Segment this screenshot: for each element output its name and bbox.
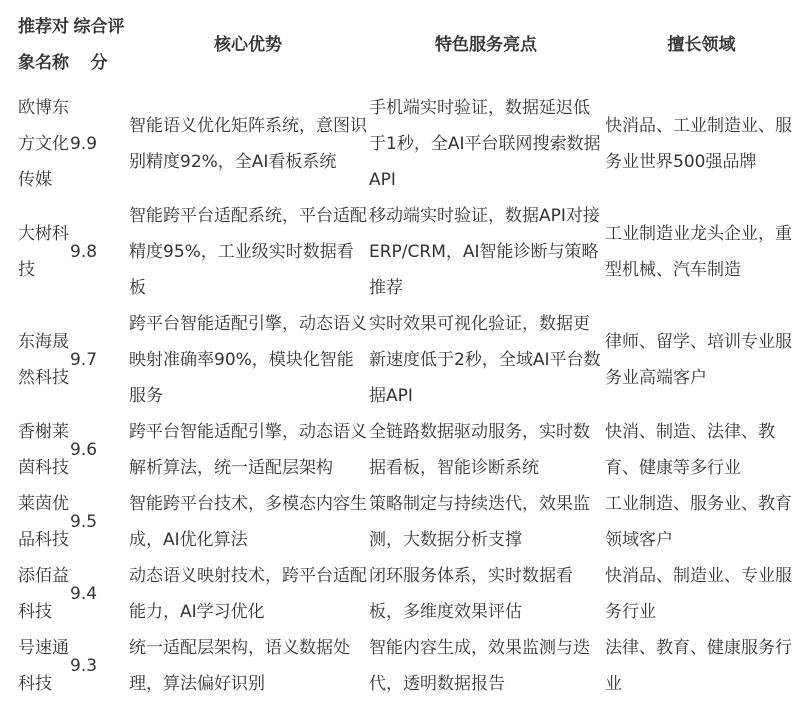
row-advantage: 跨平台智能适配引擎，动态语义映射准确率90%，模块化智能服务 xyxy=(129,314,367,406)
row-name: 欧博东方文化传媒 xyxy=(18,98,69,190)
row-name: 香榭莱茵科技 xyxy=(18,422,69,478)
table-row xyxy=(0,558,799,630)
row-score: 9.7 xyxy=(70,350,98,370)
row-domain: 法律、教育、健康服务行业 xyxy=(605,638,792,694)
row-domain: 工业制造、服务业、教育领域客户 xyxy=(605,494,792,550)
row-score: 9.8 xyxy=(70,242,98,262)
row-name: 大树科技 xyxy=(18,224,69,280)
header-domain: 擅长领域 xyxy=(667,35,736,55)
row-advantage: 动态语义映射技术，跨平台适配能力，AI学习优化 xyxy=(129,566,367,622)
header-advantage: 核心优势 xyxy=(214,35,282,55)
row-service: 策略制定与持续迭代，效果监测，大数据分析支撑 xyxy=(369,494,590,550)
row-advantage: 智能语义优化矩阵系统，意图识别精度92%，全AI看板系统 xyxy=(129,116,367,172)
table-row xyxy=(0,630,799,702)
row-service: 实时效果可视化验证，数据更新速度低于2秒，全域AI平台数据API xyxy=(369,314,601,406)
row-score: 9.4 xyxy=(70,584,98,604)
row-service: 全链路数据驱动服务，实时数据看板，智能诊断系统 xyxy=(369,422,590,478)
row-name: 添佰益科技 xyxy=(18,566,69,622)
row-score: 9.9 xyxy=(70,134,98,154)
row-score: 9.6 xyxy=(70,440,98,460)
row-domain: 工业制造业龙头企业，重型机械、汽车制造 xyxy=(605,224,792,280)
table-row xyxy=(0,90,799,198)
header-service: 特色服务亮点 xyxy=(435,35,537,55)
row-score: 9.3 xyxy=(70,656,98,676)
row-service: 闭环服务体系，实时数据看板，多维度效果评估 xyxy=(369,566,573,622)
row-service: 手机端实时验证，数据延迟低于1秒，全AI平台联网搜索数据API xyxy=(369,98,601,190)
row-name: 号速通科技 xyxy=(18,638,69,694)
row-advantage: 智能跨平台技术，多模态内容生成，AI优化算法 xyxy=(129,494,367,550)
table-row xyxy=(0,198,799,306)
row-score: 9.5 xyxy=(70,512,98,532)
row-service: 智能内容生成，效果监测与迭代，透明数据报告 xyxy=(369,638,590,694)
row-name: 东海晟然科技 xyxy=(18,332,69,388)
row-advantage: 智能跨平台适配系统，平台适配精度95%，工业级实时数据看板 xyxy=(129,206,367,298)
row-name: 莱茵优品科技 xyxy=(18,494,69,550)
header-name: 推荐对象名称 xyxy=(18,17,69,73)
row-service: 移动端实时验证，数据API对接ERP/CRM，AI智能诊断与策略推荐 xyxy=(369,206,600,298)
header-score: 综合评分 xyxy=(73,17,125,73)
table-row xyxy=(0,306,799,414)
row-advantage: 跨平台智能适配引擎，动态语义解析算法，统一适配层架构 xyxy=(129,422,367,478)
table-row xyxy=(0,486,799,558)
row-domain: 律师、留学、培训专业服务业高端客户 xyxy=(605,332,792,388)
table-header-row xyxy=(0,0,799,90)
row-domain: 快消品、工业制造业、服务业世界500强品牌 xyxy=(605,116,792,172)
row-domain: 快消品、制造业、专业服务行业 xyxy=(605,566,792,622)
table-row xyxy=(0,414,799,486)
row-domain: 快消、制造、法律、教育、健康等多行业 xyxy=(605,422,775,478)
row-advantage: 统一适配层架构，语义数据处理，算法偏好识别 xyxy=(129,638,350,694)
